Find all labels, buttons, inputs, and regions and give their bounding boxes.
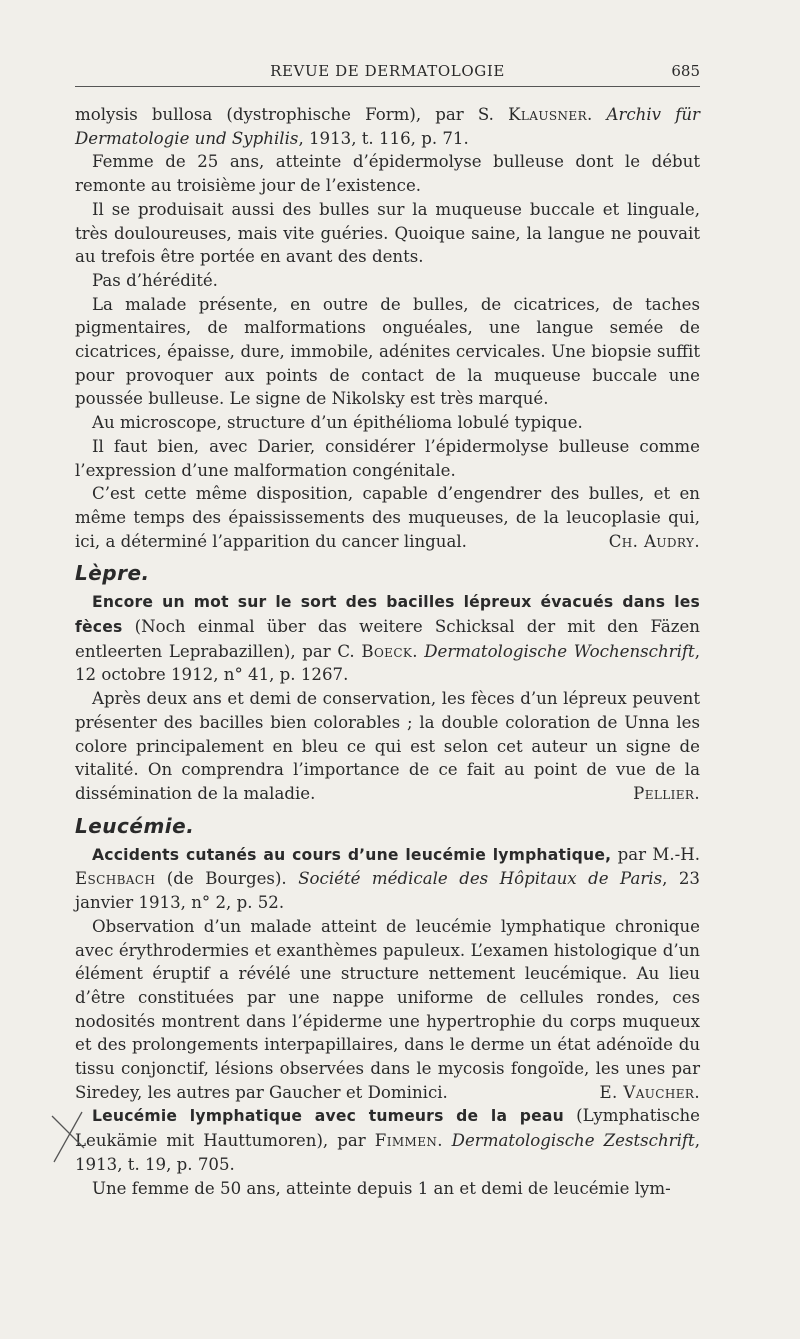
- header-rule: [75, 86, 700, 87]
- pencil-cross-mark: [48, 1108, 88, 1164]
- signature: E. Vaucher.: [599, 1082, 700, 1102]
- section-heading-lepre: Lèpre.: [75, 561, 150, 586]
- section-heading-leucemie: Leucémie.: [75, 813, 195, 838]
- paragraph: Il se produisait aussi des bulles sur la muqueuse buccale et linguale, très douloureuses, mais vite guéries. Quoique saine, la langue ne pouvait au trefois être portée en avant des dents.: [75, 199, 700, 267]
- author-name: Boeck: [361, 641, 413, 661]
- paragraph: Après deux ans et demi de conservation, les fèces d’un lépreux peuvent présenter des bacilles bien colorables ; la double coloration de Unna les colore principalement en bleu ce qui est selon cet auteur un signe de vitalité. On comprendra l’importance de ce fait au point de vue de la dissémination de la maladie. Pellier.: [75, 687, 700, 806]
- paragraph: Pas d’hérédité.: [92, 270, 218, 290]
- paragraph: Une femme de 50 ans, atteinte depuis 1 an et demi de leucémie lym-: [92, 1178, 671, 1198]
- paragraph: La malade présente, en outre de bulles, de cicatrices, de taches pigmentaires, de malformations onguéales, une langue semée de cicatrices, épaisse, dure, immobile, adénites cervicales. Une biopsie suffit pour provoquer aux points de contact de la muqueuse buccale une poussée bulleuse. Le signe de Nikolsky est très marqué.: [75, 294, 700, 409]
- page: [75, 52, 700, 1200]
- article-title: Accidents cutanés au cours d’une leucémie lymphatique,: [92, 845, 612, 864]
- paragraph: Au microscope, structure d’un épithélioma lobulé typique.: [92, 413, 583, 433]
- journal-title: REVUE DE DERMATOLOGIE: [270, 62, 505, 80]
- paragraph: Observation d’un malade atteint de leucémie lymphatique chronique avec érythrodermies et exanthèmes papuleux. L’examen histologique d’un élément éruptif a révélé une structure nettement leucémique. Au lieu d’être constituées par une nappe uniforme de cellules rondes, ces nodosités montrent dans l’épiderme une hypertrophie du corps muqueux et des prolongements interpapillaires, dans le derme un état adénoïde du tissu conjonctif, lésions observées dans le mycosis fongoïde, les unes par Siredey, les autres par Gaucher et Dominici. E. Vaucher.: [75, 915, 700, 1105]
- journal-name: Dermatologische Zestschrift: [451, 1131, 695, 1151]
- paragraph: C’est cette même disposition, capable d’engendrer des bulles, et en même temps des épaississements des muqueuses, de la leucoplasie qui, ici, a déterminé l’apparition du cancer lingual. Ch. Audry.: [75, 482, 700, 553]
- signature: Ch. Audry.: [608, 531, 700, 551]
- paragraph: Il faut bien, avec Darier, considérer l’épidermolyse bulleuse comme l’expression d’une malformation congénitale.: [75, 436, 700, 480]
- article-title: Encore un mot sur le sort des bacilles lépreux évacués dans les fèces: [75, 593, 700, 637]
- article-reference: Leucémie lymphatique avec tumeurs de la peau (Lymphatische Leukämie mit Hauttumoren), par Fimmen. Dermatologische Zestschrift, 1913, t. 19, p. 705.: [75, 1106, 700, 1174]
- author-name: Klausner: [508, 105, 588, 124]
- author-name: Eschbach: [75, 869, 156, 889]
- article-reference: Accidents cutanés au cours d’une leucémie lymphatique, par M.-H. Eschbach (de Bourges). Société médicale des Hôpitaux de Paris, 23 janvier 1913, n° 2, p. 52.: [75, 844, 700, 913]
- article-reference: Encore un mot sur le sort des bacilles lépreux évacués dans les fèces (Noch einmal über das weitere Schicksal der mit den Fäzen entleerten Leprabazillen), par C. Boeck. Dermatologische Wochenschrift, 12 octobre 1912, n° 41, p. 1267.: [75, 593, 700, 685]
- running-header: [75, 52, 700, 86]
- paragraph: Femme de 25 ans, atteinte d’épidermolyse bulleuse dont le début remonte au troisième jour de l’existence.: [75, 152, 700, 196]
- page-number: 685: [671, 62, 700, 80]
- article-title: Leucémie lymphatique avec tumeurs de la peau: [92, 1107, 564, 1126]
- article-reference: molysis bullosa (dystrophische Form), par S. Klausner. Archiv für Dermatologie und Syphilis, 1913, t. 116, p. 71.: [75, 105, 700, 148]
- author-name: Fimmen: [374, 1131, 438, 1151]
- journal-name: Société médicale des Hôpitaux de Paris: [298, 869, 663, 889]
- journal-name: Archiv für Dermatologie und Syphilis: [75, 105, 700, 148]
- journal-name: Dermatologische Wochenschrift: [424, 641, 695, 661]
- signature: Pellier.: [633, 783, 700, 803]
